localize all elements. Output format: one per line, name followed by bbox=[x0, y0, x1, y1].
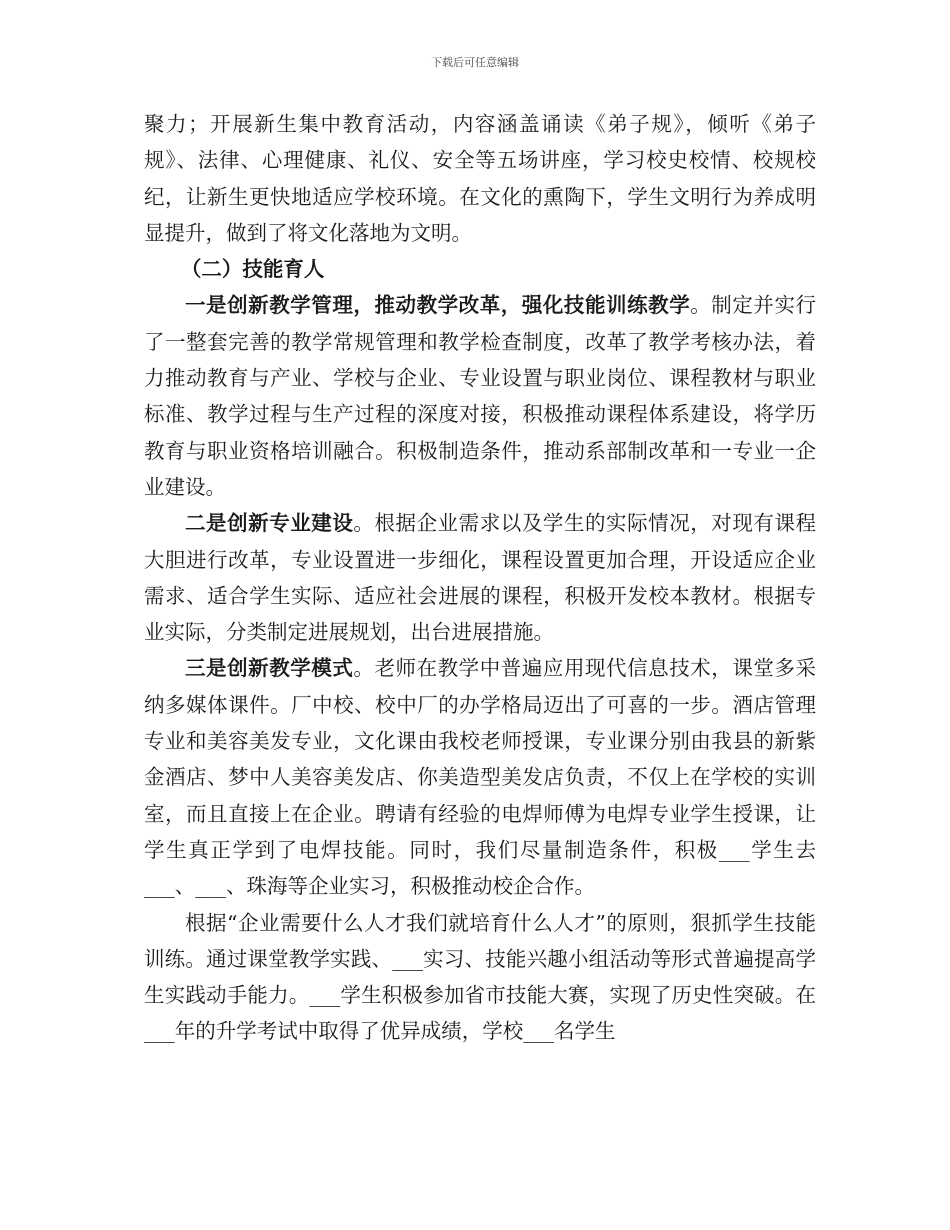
paragraph-skill-training bbox=[144, 905, 816, 1050]
section-heading-skills: （二）技能育人 bbox=[180, 257, 325, 282]
page-header: 下载后可任意编辑 bbox=[431, 56, 519, 69]
paragraph-specialty-building bbox=[144, 505, 816, 650]
paragraph-text: 。根据企业需求以及学生的实际情况，对现有课程大胆进行改革，专业设置进一步细化，课程设置更加合理，开设适应企业需求、适合学生实际、适应社会进展的课程，积极开发校本教材。根据专业实际，分类制定进展规划，出台进展措施。 bbox=[144, 511, 817, 645]
paragraph-teaching-management bbox=[144, 287, 816, 505]
paragraph-lead: 一是创新教学管理，推动教学改革，强化技能训练教学 bbox=[185, 293, 691, 318]
paragraph-teaching-mode bbox=[144, 650, 816, 904]
paragraph-text: 。制定并实行了一整套完善的教学常规管理和教学检查制度，改革了教学考核办法，着力推动教育与产业、学校与企业、专业设置与职业岗位、课程教材与职业标准、教学过程与生产过程的深度对接，积极推动课程体系建设，将学历教育与职业资格培训融合。积极制造条件，推动系部制改革和一专业一企业建设。 bbox=[144, 293, 817, 499]
paragraph-culture-continued bbox=[144, 106, 816, 251]
paragraph-text: 聚力；开展新生集中教育活动，内容涵盖诵读《弟子规》，倾听《弟子规》、法律、心理健康、礼仪、安全等五场讲座，学习校史校情、校规校纪，让新生更快地适应学校环境。在文化的熏陶下，学生文明行为养成明显提升，做到了将文化落地为文明。 bbox=[144, 112, 816, 245]
paragraph-text: 。老师在教学中普遍应用现代信息技术，课堂多采纳多媒体课件。厂中校、校中厂的办学格局迈出了可喜的一步。酒店管理专业和美容美发专业，文化课由我校老师授课，专业课分别由我县的新紫金酒店、梦中人美容美发店、你美造型美发店负责，不仅上在学校的实训室，而且直接上在企业。聘请有经验的电焊师傅为电焊专业学生授课，让学生真正学到了电焊技能。同时，我们尽量制造条件，积极___学生去___、___、珠海等企业实习，积极推动校企合作。 bbox=[144, 656, 817, 899]
paragraph-text: 根据“企业需要什么人才我们就培育什么人才”的原则，狠抓学生技能训练。通过课堂教学实践、___实习、技能兴趣小组活动等形式普遍提高学生实践动手能力。___学生积极参加省市技能大赛，实现了历史性突破。在___年的升学考试中取得了优异成绩，学校___名学生 bbox=[144, 910, 816, 1044]
document-body bbox=[144, 106, 816, 1050]
paragraph-lead: 二是创新专业建设 bbox=[185, 511, 354, 536]
paragraph-lead: 三是创新教学模式 bbox=[185, 656, 354, 681]
